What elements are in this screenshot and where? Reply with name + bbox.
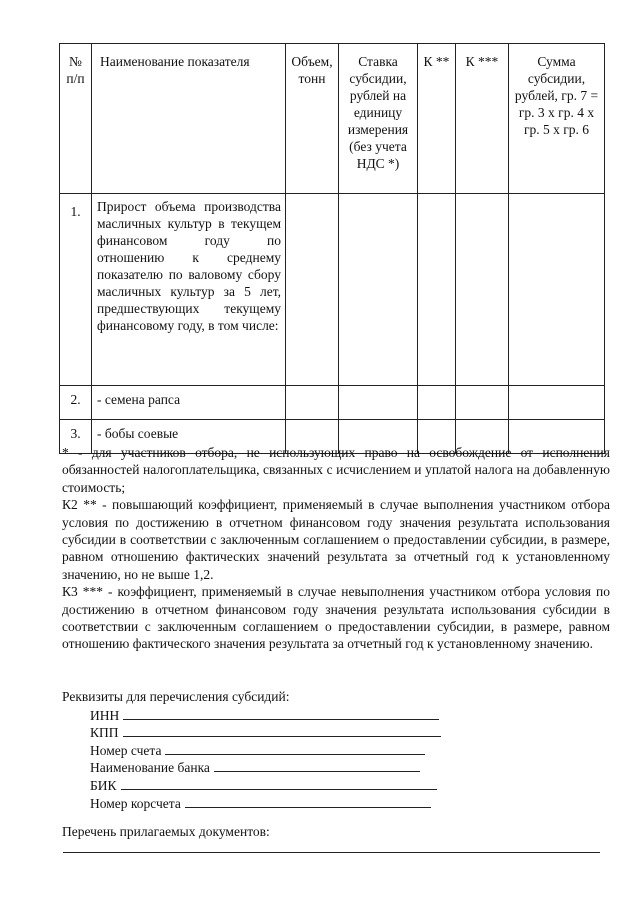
requisite-label: Номер счета — [90, 742, 162, 758]
cell-volume — [286, 194, 339, 386]
requisite-label: ИНН — [90, 707, 120, 723]
header-sum: Сумма субсидии, рублей, гр. 7 = гр. 3 x гр. 4 x гр. 5 x гр. 6 — [509, 44, 605, 194]
documents-blank-line[interactable] — [63, 852, 600, 853]
requisite-label: Наименование банка — [90, 760, 210, 776]
header-k2: К ** — [418, 44, 456, 194]
footnote-k3: К3 *** - коэффициент, применяемый в случае невыполнения участником отбора условия по достижению в отчетном финансовом году значения результата использования субсидии в соответствии с заключенным соглашением о предоставлении субсидии, в размере, равном отношению фактического значения результата за отчетный год к установленному значению. — [62, 584, 610, 652]
cell-volume — [286, 386, 339, 420]
requisite-bank — [90, 758, 441, 776]
cell-rate — [339, 194, 418, 386]
header-rate: Ставка субсидии, рублей на единицу измерения (без учета НДС *) — [339, 44, 418, 194]
requisite-blank-line[interactable] — [123, 723, 441, 737]
table-header-row — [60, 44, 605, 194]
cell-k2 — [418, 386, 456, 420]
header-name: Наименование показателя — [92, 44, 286, 194]
row-num: 2. — [60, 386, 92, 420]
row-name: Прирост объема производства масличных культур в текущем финансовом году по отношению к среднему показателю по валовому сбору масличных культур за 5 лет, предшествующих текущему финансовому году, в том числе: — [92, 194, 286, 386]
requisite-label: КПП — [90, 725, 119, 741]
requisites-section — [62, 688, 441, 811]
header-num: № п/п — [60, 44, 92, 194]
requisite-inn — [90, 706, 441, 724]
cell-sum — [509, 194, 605, 386]
requisite-blank-line[interactable] — [185, 794, 431, 808]
cell-k3 — [456, 194, 509, 386]
requisite-blank-line[interactable] — [165, 741, 425, 755]
row-num: 1. — [60, 194, 92, 386]
header-k3: К *** — [456, 44, 509, 194]
requisite-label: Номер корсчета — [90, 795, 181, 811]
requisites-title: Реквизиты для перечисления субсидий: — [62, 689, 290, 704]
cell-rate — [339, 386, 418, 420]
row-name: - семена рапса — [92, 386, 286, 420]
requisite-kpp — [90, 723, 441, 741]
header-volume: Объем, тонн — [286, 44, 339, 194]
requisite-blank-line[interactable] — [121, 776, 437, 790]
subsidy-table — [59, 43, 605, 454]
footnote-k2: К2 ** - повышающий коэффициент, применяемый в случае выполнения участником отбора условия по достижению в отчетном финансовом году значения результата использования субсидии в соответствии с заключенным соглашением о предоставлении субсидии, в размере, равном отношению фактических значений результата за отчетный год к установленному значению, но не выше 1,2. — [62, 497, 610, 582]
cell-k3 — [456, 386, 509, 420]
cell-k2 — [418, 194, 456, 386]
footnotes — [62, 444, 610, 653]
requisite-blank-line[interactable] — [214, 758, 420, 772]
requisite-account — [90, 741, 441, 759]
row-num: 3. — [60, 420, 92, 454]
table-row — [60, 194, 605, 386]
table-row — [60, 386, 605, 420]
requisite-blank-line[interactable] — [123, 706, 439, 720]
requisite-corr-account — [90, 794, 441, 812]
row-name: - бобы соевые — [92, 420, 286, 454]
cell-sum — [509, 386, 605, 420]
footnote-vat: * - для участников отбора, не использующих право на освобождение от исполнения обязанностей налогоплательщика, связанных с исчислением и уплатой налога на добавленную стоимость; — [62, 445, 610, 495]
documents-title: Перечень прилагаемых документов: — [62, 824, 270, 839]
requisite-label: БИК — [90, 777, 117, 793]
requisite-bik — [90, 776, 441, 794]
